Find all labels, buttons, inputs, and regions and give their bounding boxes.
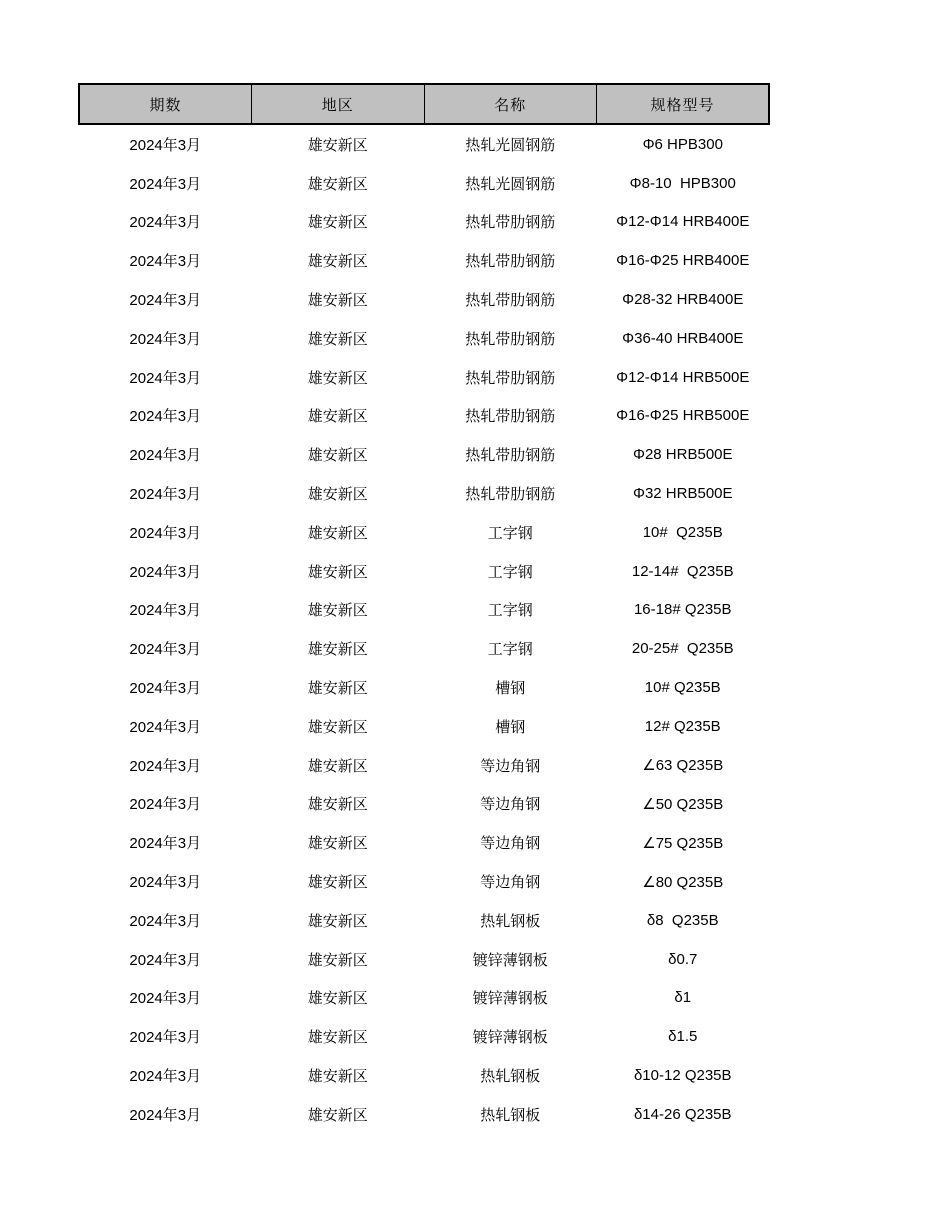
cell-region: 雄安新区 <box>307 407 368 426</box>
table-row <box>79 746 769 785</box>
cell-name: 热轧带肋钢筋 <box>465 213 556 232</box>
cell-region: 雄安新区 <box>307 213 368 232</box>
table-row <box>79 513 769 552</box>
table-row <box>79 591 769 630</box>
cell-region: 雄安新区 <box>307 252 368 271</box>
cell-period: 2024年3月 <box>129 602 202 620</box>
cell-name: 镀锌薄钢板 <box>472 989 548 1008</box>
cell-period: 2024年3月 <box>129 680 202 698</box>
cell-name: 镀锌薄钢板 <box>472 1028 548 1047</box>
cell-period: 2024年3月 <box>129 369 202 387</box>
cell-name: 槽钢 <box>495 679 526 698</box>
cell-region: 雄安新区 <box>307 795 368 814</box>
cell-spec: 12# Q235B <box>644 717 721 735</box>
cell-period: 2024年3月 <box>129 874 202 892</box>
cell-period: 2024年3月 <box>129 951 202 969</box>
table-body <box>79 124 769 1134</box>
cell-region: 雄安新区 <box>307 446 368 465</box>
cell-name: 等边角钢 <box>480 834 541 853</box>
cell-period: 2024年3月 <box>129 214 202 232</box>
cell-name: 镀锌薄钢板 <box>472 950 548 969</box>
cell-spec: Φ28-32 HRB400E <box>622 291 744 309</box>
cell-region: 雄安新区 <box>307 562 368 581</box>
cell-period: 2024年3月 <box>129 253 202 271</box>
table-row <box>79 629 769 668</box>
cell-name: 热轧带肋钢筋 <box>465 485 556 504</box>
cell-period: 2024年3月 <box>129 563 202 581</box>
cell-region: 雄安新区 <box>307 174 368 193</box>
table-row <box>79 164 769 203</box>
column-header-region: 地区 <box>252 84 425 124</box>
cell-spec: δ1.5 <box>668 1028 698 1046</box>
cell-region: 雄安新区 <box>307 1105 368 1124</box>
cell-region: 雄安新区 <box>307 717 368 736</box>
cell-spec: 20-25# Q235B <box>631 640 734 658</box>
table-row <box>79 397 769 436</box>
table-row <box>79 1095 769 1134</box>
cell-region: 雄安新区 <box>307 1028 368 1047</box>
cell-spec: ∠63 Q235B <box>642 757 724 775</box>
cell-spec: Φ6 HPB300 <box>642 135 723 153</box>
cell-region: 雄安新区 <box>307 368 368 387</box>
cell-region: 雄安新区 <box>307 911 368 930</box>
cell-period: 2024年3月 <box>129 718 202 736</box>
cell-name: 工字钢 <box>487 640 533 659</box>
column-header-period: 期数 <box>79 84 252 124</box>
cell-spec: δ8 Q235B <box>646 911 719 929</box>
table-row <box>79 280 769 319</box>
table-row <box>79 1056 769 1095</box>
cell-region: 雄安新区 <box>307 679 368 698</box>
cell-spec: Φ12-Φ14 HRB500E <box>616 368 750 386</box>
cell-period: 2024年3月 <box>129 486 202 504</box>
cell-name: 热轧光圆钢筋 <box>465 135 556 154</box>
cell-period: 2024年3月 <box>129 330 202 348</box>
cell-spec: Φ16-Φ25 HRB500E <box>616 407 750 425</box>
cell-name: 热轧钢板 <box>480 1067 541 1086</box>
cell-period: 2024年3月 <box>129 1068 202 1086</box>
cell-period: 2024年3月 <box>129 990 202 1008</box>
cell-period: 2024年3月 <box>129 175 202 193</box>
cell-region: 雄安新区 <box>307 834 368 853</box>
cell-period: 2024年3月 <box>129 292 202 310</box>
cell-spec: δ0.7 <box>668 950 698 968</box>
table-row <box>79 862 769 901</box>
table-header <box>79 84 769 124</box>
cell-name: 热轧带肋钢筋 <box>465 407 556 426</box>
cell-name: 工字钢 <box>487 562 533 581</box>
cell-name: 热轧带肋钢筋 <box>465 291 556 310</box>
cell-spec: 12-14# Q235B <box>631 562 734 580</box>
cell-spec: Φ28 HRB500E <box>632 446 733 464</box>
table-row <box>79 474 769 513</box>
table-row <box>79 901 769 940</box>
cell-spec: 16-18# Q235B <box>633 601 732 619</box>
cell-spec: Φ16-Φ25 HRB400E <box>616 252 750 270</box>
cell-name: 热轧钢板 <box>480 911 541 930</box>
cell-region: 雄安新区 <box>307 329 368 348</box>
cell-spec: Φ8-10 HPB300 <box>629 174 736 192</box>
cell-name: 热轧光圆钢筋 <box>465 174 556 193</box>
table-row <box>79 785 769 824</box>
cell-period: 2024年3月 <box>129 1029 202 1047</box>
cell-spec: ∠50 Q235B <box>642 795 724 813</box>
cell-name: 热轧带肋钢筋 <box>465 446 556 465</box>
cell-name: 等边角钢 <box>480 756 541 775</box>
cell-name: 热轧带肋钢筋 <box>465 252 556 271</box>
cell-name: 热轧带肋钢筋 <box>465 368 556 387</box>
cell-period: 2024年3月 <box>129 796 202 814</box>
cell-name: 槽钢 <box>495 717 526 736</box>
cell-region: 雄安新区 <box>307 950 368 969</box>
cell-spec: Φ32 HRB500E <box>632 485 733 503</box>
cell-name: 热轧带肋钢筋 <box>465 329 556 348</box>
cell-region: 雄安新区 <box>307 485 368 504</box>
cell-region: 雄安新区 <box>307 523 368 542</box>
cell-period: 2024年3月 <box>129 757 202 775</box>
cell-region: 雄安新区 <box>307 291 368 310</box>
cell-name: 工字钢 <box>487 523 533 542</box>
cell-spec: δ1 <box>674 989 692 1007</box>
cell-spec: ∠80 Q235B <box>642 873 724 891</box>
table-row <box>79 241 769 280</box>
table-row <box>79 823 769 862</box>
cell-name: 热轧钢板 <box>480 1105 541 1124</box>
cell-spec: δ14-26 Q235B <box>633 1105 732 1123</box>
cell-spec: 10# Q235B <box>642 523 723 541</box>
table-row <box>79 203 769 242</box>
cell-spec: δ10-12 Q235B <box>633 1067 732 1085</box>
cell-region: 雄安新区 <box>307 640 368 659</box>
spreadsheet-sheet <box>78 83 768 1134</box>
cell-period: 2024年3月 <box>129 835 202 853</box>
cell-region: 雄安新区 <box>307 756 368 775</box>
table-row <box>79 1017 769 1056</box>
table-row <box>79 707 769 746</box>
cell-period: 2024年3月 <box>129 408 202 426</box>
cell-region: 雄安新区 <box>307 989 368 1008</box>
cell-period: 2024年3月 <box>129 136 202 154</box>
column-header-spec: 规格型号 <box>597 84 770 124</box>
cell-spec: Φ36-40 HRB400E <box>622 329 744 347</box>
table-row <box>79 358 769 397</box>
cell-period: 2024年3月 <box>129 641 202 659</box>
column-header-name: 名称 <box>424 84 597 124</box>
cell-spec: 10# Q235B <box>644 679 721 697</box>
table-row <box>79 668 769 707</box>
cell-period: 2024年3月 <box>129 524 202 542</box>
cell-name: 工字钢 <box>487 601 533 620</box>
cell-region: 雄安新区 <box>307 601 368 620</box>
table-row <box>79 979 769 1018</box>
table-row <box>79 940 769 979</box>
cell-region: 雄安新区 <box>307 1067 368 1086</box>
cell-spec: ∠75 Q235B <box>642 834 724 852</box>
table-row <box>79 435 769 474</box>
cell-region: 雄安新区 <box>307 135 368 154</box>
material-price-table <box>78 83 770 1134</box>
cell-period: 2024年3月 <box>129 912 202 930</box>
cell-name: 等边角钢 <box>480 873 541 892</box>
header-row <box>79 84 769 124</box>
cell-period: 2024年3月 <box>129 1106 202 1124</box>
cell-name: 等边角钢 <box>480 795 541 814</box>
table-row <box>79 552 769 591</box>
cell-period: 2024年3月 <box>129 447 202 465</box>
table-row <box>79 124 769 164</box>
cell-region: 雄安新区 <box>307 873 368 892</box>
table-row <box>79 319 769 358</box>
cell-spec: Φ12-Φ14 HRB400E <box>616 213 750 231</box>
